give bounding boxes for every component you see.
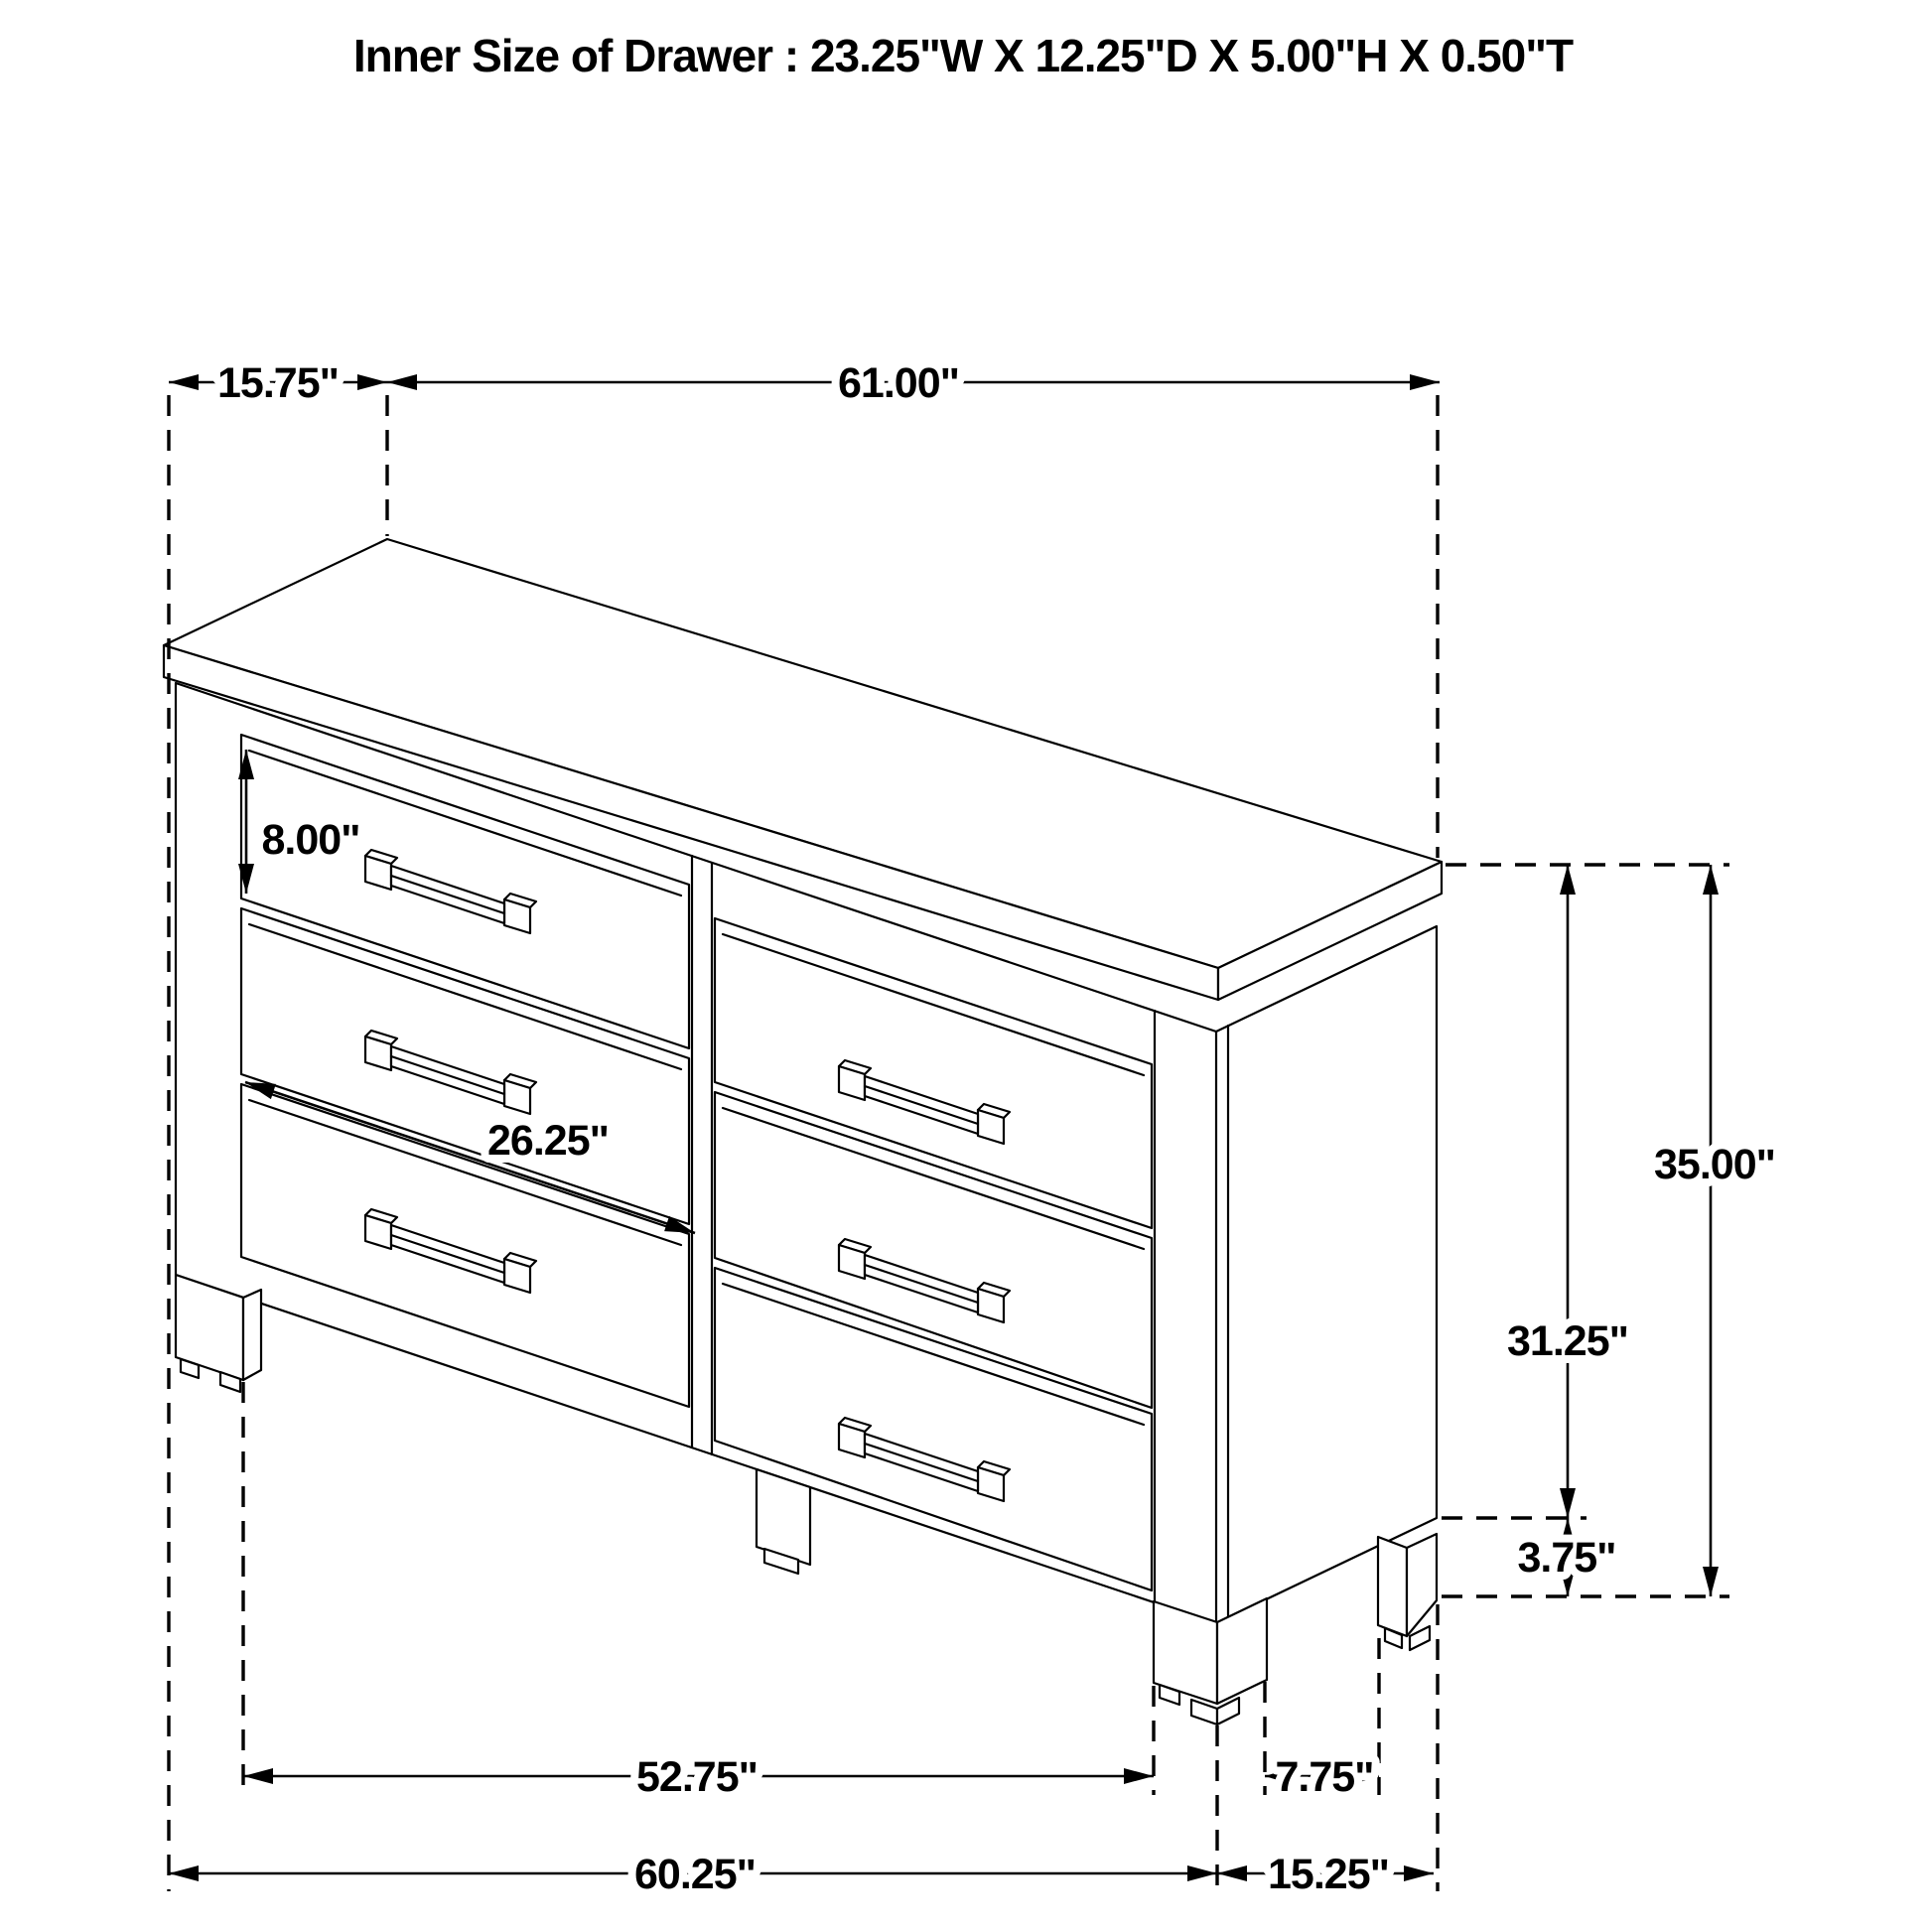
- leg-rear-right-left-face: [1378, 1537, 1407, 1636]
- arrow-top-width-right: [1410, 374, 1440, 390]
- arrow-top-depth-left: [169, 374, 199, 390]
- label-base-depth: 15.25": [1268, 1851, 1389, 1898]
- diagram-title: Inner Size of Drawer : 23.25"W X 12.25"D X 5.00"H X 0.50"T: [352, 30, 1574, 81]
- arrow-top-depth-right: [357, 374, 387, 390]
- label-case-height: 31.25": [1507, 1317, 1628, 1365]
- leg-front-left-side: [243, 1290, 261, 1380]
- label-drawer-width: 26.25": [487, 1117, 609, 1165]
- label-drawer-height: 8.00": [261, 816, 360, 864]
- label-top-width: 61.00": [838, 359, 959, 407]
- arrow-case-height-top: [1560, 865, 1576, 895]
- label-overall-height: 35.00": [1654, 1141, 1775, 1188]
- arrow-base-depth-left: [1217, 1865, 1247, 1881]
- arrow-base-width-right: [1187, 1865, 1217, 1881]
- arrow-base-width-left: [169, 1865, 199, 1881]
- label-side-leg-gap: 7.75": [1275, 1753, 1374, 1801]
- dresser-drawing: [164, 539, 1442, 1725]
- leg-front-right-side: [1217, 1598, 1267, 1704]
- label-leg-height: 3.75": [1517, 1534, 1616, 1582]
- arrow-overall-height-top: [1703, 865, 1719, 895]
- arrow-case-height-bottom: [1560, 1488, 1576, 1518]
- arrow-base-depth-right: [1404, 1865, 1434, 1881]
- arrow-front-leg-span-right: [1124, 1768, 1154, 1784]
- body-side-panel: [1216, 926, 1437, 1623]
- arrow-overall-height-bottom: [1703, 1567, 1719, 1596]
- leg-rear-right-right-face: [1407, 1534, 1437, 1636]
- arrow-top-width-left: [387, 374, 417, 390]
- label-front-leg-span: 52.75": [636, 1753, 758, 1801]
- label-top-depth: 15.75": [217, 359, 339, 407]
- label-base-width: 60.25": [634, 1851, 756, 1898]
- arrow-front-leg-span-left: [243, 1768, 273, 1784]
